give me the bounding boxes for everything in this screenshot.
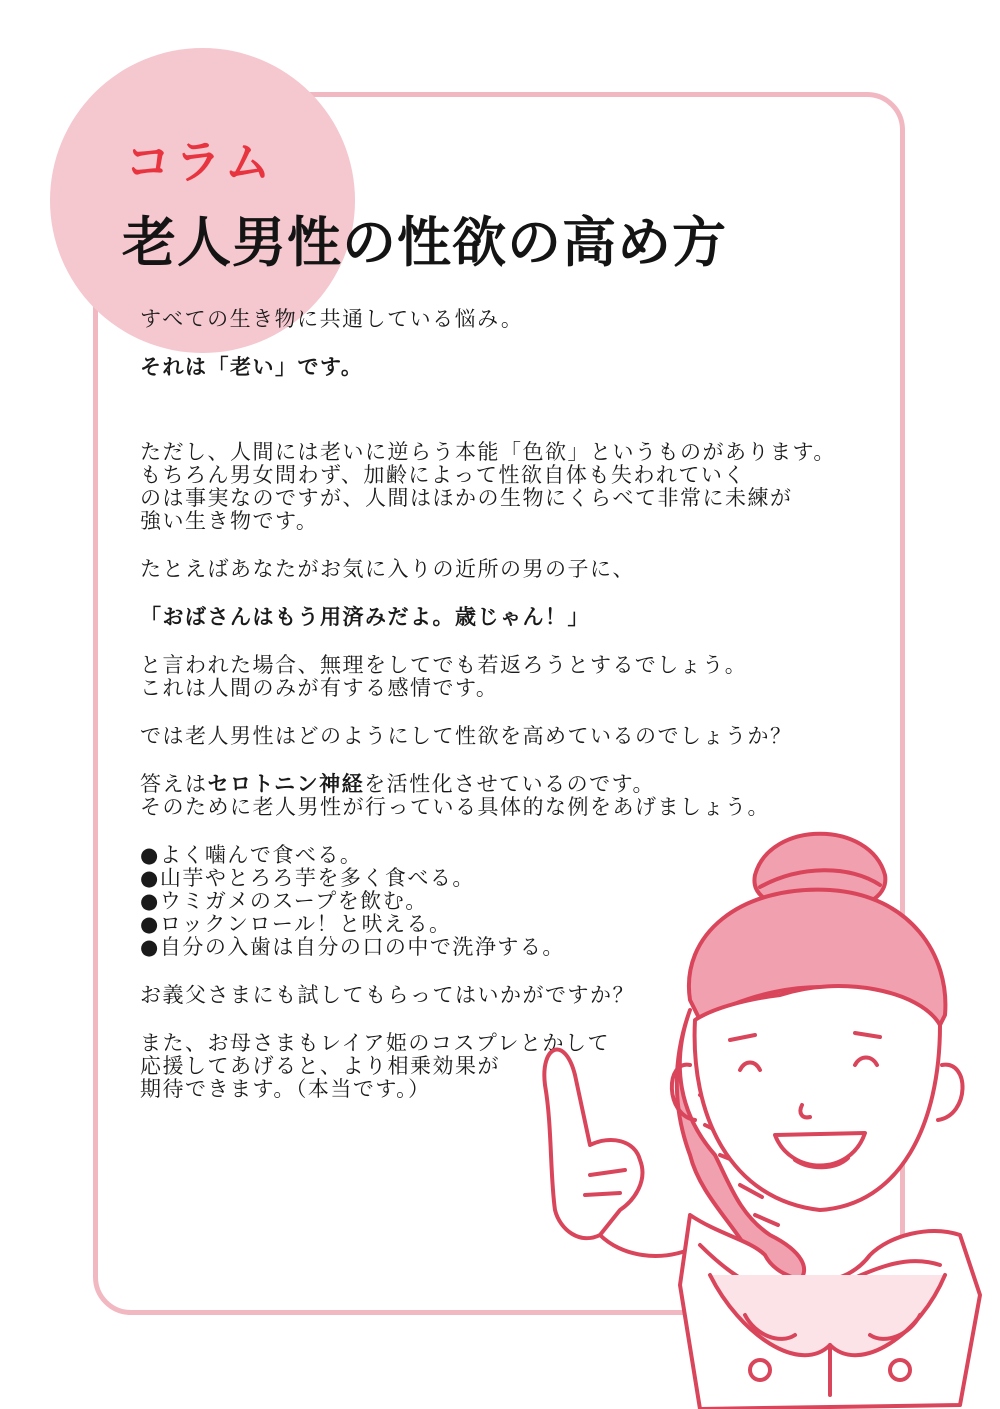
paragraph-2: たとえばあなたがお気に入りの近所の男の子に、 — [140, 557, 635, 581]
paragraph-4: では老人男性はどのようにして性欲を高めているのでしょうか？ — [140, 724, 793, 748]
column-tag: コラム — [125, 135, 275, 189]
quote-text: 「おばさんはもう用済みだよ。歳じゃん！」 — [140, 605, 590, 629]
paragraph-1 — [140, 441, 840, 533]
woman-pointing-illustration — [540, 815, 990, 1409]
list-item: ●山芋やとろろ芋を多く食べる。 — [140, 866, 475, 890]
list-item: ●ウミガメのスープを飲む。 — [140, 889, 428, 913]
list-item: ●ロックンロール！と吠える。 — [140, 912, 452, 936]
paragraph-7-line: 応援してあげると、より相乗効果が — [140, 1054, 500, 1078]
paragraph-3 — [140, 654, 840, 700]
paragraph-3-line: これは人間のみが有する感情です。 — [140, 676, 499, 700]
paragraph-7-line: また、お母さまもレイア姫のコスプレとかして — [140, 1031, 610, 1055]
highlight-text: それは「老い」です。 — [140, 355, 364, 379]
paragraph-1-line: 強い生き物です。 — [140, 509, 319, 533]
paragraph-1-line: もちろん男女問わず、加齢によって性欲自体も失われていく — [140, 463, 746, 487]
answer-suffix: を活性化させているのです。 — [364, 772, 655, 796]
paragraph-7-line: 期待できます。（本当です。） — [140, 1077, 431, 1101]
page-title: 老人男性の性欲の高め方 — [122, 211, 727, 274]
paragraph-3-line: と言われた場合、無理をしてでも若返ろうとするでしょう。 — [140, 653, 748, 677]
intro-text: すべての生き物に共通している悩み。 — [140, 307, 524, 331]
list-item: ●自分の入歯は自分の口の中で洗浄する。 — [140, 935, 565, 959]
paragraph-5 — [140, 773, 840, 819]
paragraph-5-line: そのために老人男性が行っている具体的な例をあげましょう。 — [140, 795, 770, 819]
paragraph-5-line — [140, 773, 840, 796]
answer-prefix: 答えは — [140, 772, 208, 796]
answer-keyword: セロトニン神経 — [207, 772, 365, 796]
paragraph-1-line: のは事実なのですが、人間はほかの生物にくらべて非常に未練が — [140, 486, 793, 510]
paragraph-1-line: ただし、人間には老いに逆らう本能「色欲」というものがあります。 — [140, 440, 836, 464]
paragraph-6: お義父さまにも試してもらってはいかがですか？ — [140, 983, 635, 1007]
list-item: ●よく噛んで食べる。 — [140, 843, 363, 867]
